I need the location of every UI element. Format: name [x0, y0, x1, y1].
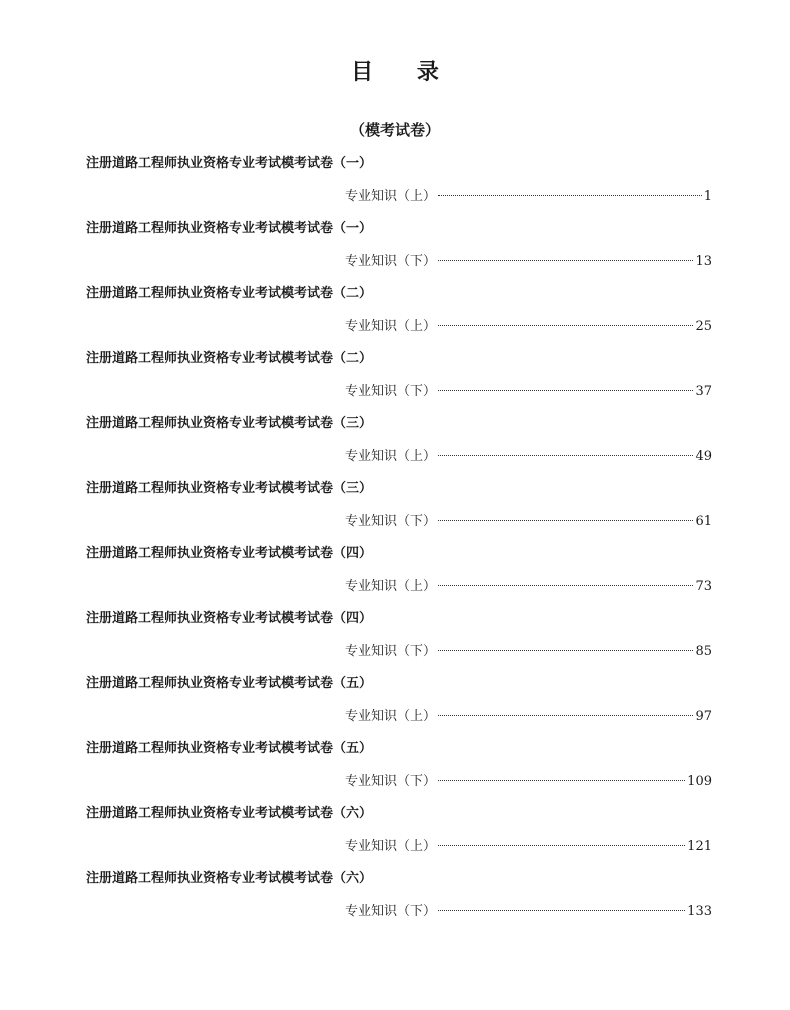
- toc-entry-heading: 注册道路工程师执业资格专业考试模考试卷（四）: [86, 546, 373, 561]
- toc-entry-page-number: 109: [687, 774, 712, 789]
- toc-entry-page-number: 25: [695, 319, 712, 334]
- toc-entry-label: 专业知识（上）: [345, 449, 437, 464]
- toc-entry-heading: 注册道路工程师执业资格专业考试模考试卷（六）: [86, 871, 373, 886]
- toc-entry-label: 专业知识（下）: [345, 514, 437, 529]
- dot-leader: [438, 390, 693, 391]
- toc-entry-heading: 注册道路工程师执业资格专业考试模考试卷（三）: [86, 416, 373, 431]
- toc-entry: [0, 608, 790, 673]
- dot-leader: [438, 845, 685, 846]
- toc-entry-page-number: 85: [695, 644, 712, 659]
- toc-entry-page-number: 1: [703, 189, 712, 204]
- dot-leader: [438, 715, 693, 716]
- toc-entry: [0, 673, 790, 738]
- toc-entry-label: 专业知识（下）: [345, 384, 437, 399]
- dot-leader: [438, 910, 685, 911]
- toc-entry-line[interactable]: [345, 576, 712, 598]
- toc-entry-page-number: 97: [695, 709, 712, 724]
- toc-entry-label: 专业知识（下）: [345, 774, 437, 789]
- toc-entry-line[interactable]: [345, 446, 712, 468]
- toc-entry-page-number: 133: [687, 904, 712, 919]
- toc-entry-page-number: 61: [695, 514, 712, 529]
- dot-leader: [438, 780, 685, 781]
- toc-entry: [0, 153, 790, 218]
- toc-entry-line[interactable]: [345, 771, 712, 793]
- toc-entry-heading: 注册道路工程师执业资格专业考试模考试卷（二）: [86, 351, 373, 366]
- toc-entry-heading: 注册道路工程师执业资格专业考试模考试卷（五）: [86, 676, 373, 691]
- toc-entry: [0, 543, 790, 608]
- table-of-contents: [0, 153, 790, 933]
- dot-leader: [438, 260, 693, 261]
- dot-leader: [438, 195, 702, 196]
- toc-entry-label: 专业知识（下）: [345, 254, 437, 269]
- toc-entry: [0, 283, 790, 348]
- toc-entry-line[interactable]: [345, 316, 712, 338]
- toc-entry: [0, 218, 790, 283]
- toc-entry-heading: 注册道路工程师执业资格专业考试模考试卷（一）: [86, 156, 373, 171]
- toc-entry: [0, 413, 790, 478]
- toc-entry-page-number: 37: [695, 384, 712, 399]
- toc-entry-line[interactable]: [345, 901, 712, 923]
- toc-entry: [0, 348, 790, 413]
- toc-entry-label: 专业知识（下）: [345, 644, 437, 659]
- toc-entry-label: 专业知识（上）: [345, 709, 437, 724]
- dot-leader: [438, 325, 693, 326]
- page-title: 目 录: [351, 60, 457, 85]
- toc-entry-page-number: 13: [695, 254, 712, 269]
- toc-entry-heading: 注册道路工程师执业资格专业考试模考试卷（一）: [86, 221, 373, 236]
- toc-entry-line[interactable]: [345, 251, 712, 273]
- toc-entry-page-number: 49: [695, 449, 712, 464]
- dot-leader: [438, 520, 693, 521]
- dot-leader: [438, 585, 693, 586]
- toc-entry: [0, 803, 790, 868]
- toc-entry-line[interactable]: [345, 706, 712, 728]
- toc-entry: [0, 868, 790, 933]
- toc-entry-line[interactable]: [345, 381, 712, 403]
- toc-entry-heading: 注册道路工程师执业资格专业考试模考试卷（六）: [86, 806, 373, 821]
- toc-entry-page-number: 73: [695, 579, 712, 594]
- dot-leader: [438, 650, 693, 651]
- toc-entry-heading: 注册道路工程师执业资格专业考试模考试卷（五）: [86, 741, 373, 756]
- toc-entry-page-number: 121: [687, 839, 712, 854]
- page-subtitle: （模考试卷）: [349, 121, 440, 139]
- toc-entry-label: 专业知识（上）: [345, 189, 437, 204]
- toc-entry: [0, 478, 790, 543]
- toc-entry-label: 专业知识（下）: [345, 904, 437, 919]
- toc-entry-label: 专业知识（上）: [345, 839, 437, 854]
- toc-entry-heading: 注册道路工程师执业资格专业考试模考试卷（二）: [86, 286, 373, 301]
- toc-entry-label: 专业知识（上）: [345, 319, 437, 334]
- toc-entry-line[interactable]: [345, 641, 712, 663]
- dot-leader: [438, 455, 693, 456]
- toc-entry-heading: 注册道路工程师执业资格专业考试模考试卷（四）: [86, 611, 373, 626]
- toc-entry: [0, 738, 790, 803]
- toc-entry-label: 专业知识（上）: [345, 579, 437, 594]
- toc-entry-line[interactable]: [345, 836, 712, 858]
- toc-entry-heading: 注册道路工程师执业资格专业考试模考试卷（三）: [86, 481, 373, 496]
- toc-entry-line[interactable]: [345, 511, 712, 533]
- toc-entry-line[interactable]: [345, 186, 712, 208]
